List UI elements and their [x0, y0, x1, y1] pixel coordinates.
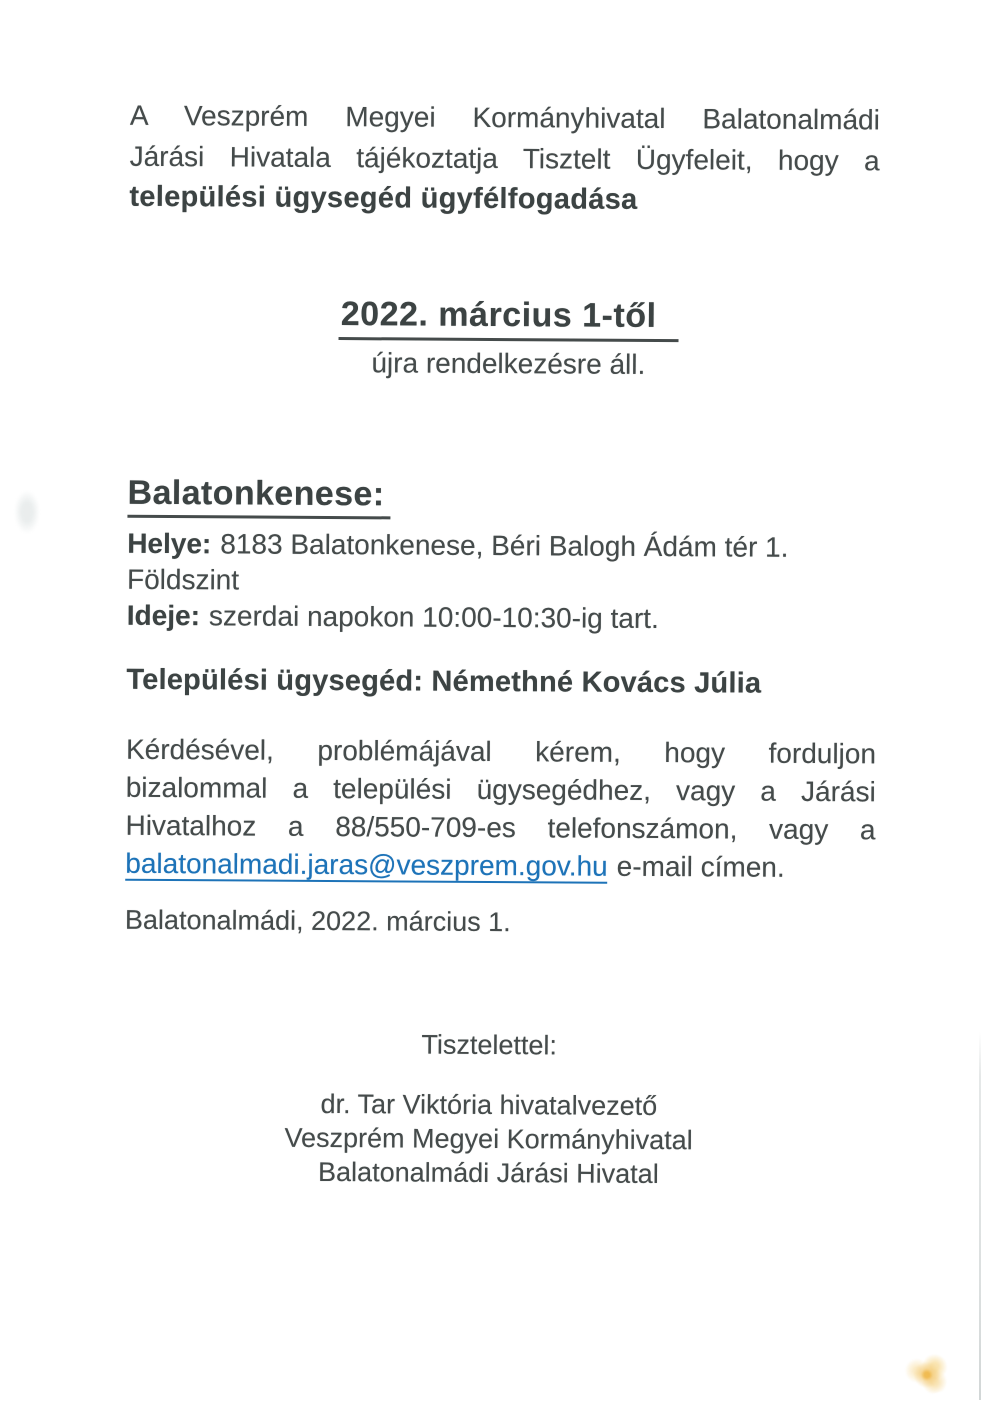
- contact-line-4: [125, 845, 875, 888]
- place-date-line: Balatonalmádi, 2022. március 1.: [124, 904, 511, 938]
- contact-line-2: bizalommal a települési ügysegédhez, vagy a Járási: [125, 771, 876, 808]
- time-line: [127, 598, 877, 639]
- availability-subline: újra rendelkezésre áll.: [371, 347, 646, 380]
- contact-line-1: Kérdésével, problémájával kérem, hogy forduljon: [125, 733, 877, 770]
- contact-line-4-rest: e-mail címen.: [616, 850, 785, 883]
- signature-name: dr. Tar Viktória hivatalvezető: [320, 1088, 658, 1122]
- scanned-notice-page: [0, 94, 990, 1401]
- location-section: [127, 474, 878, 639]
- signature-org-2: Balatonalmádi Járási Hivatal: [317, 1156, 659, 1190]
- availability-block: [128, 294, 888, 383]
- place-label: Helye:: [127, 527, 212, 560]
- place-line: [127, 526, 877, 603]
- intro-line-bold: települési ügysegéd ügyfélfogadása: [129, 180, 638, 216]
- time-value: szerdai napokon 10:00-10:30-ig tart.: [208, 600, 659, 635]
- agent-line: Települési ügysegéd: Némethné Kovács Júlia: [126, 663, 762, 700]
- intro-paragraph: [129, 95, 880, 223]
- contact-line-3: Hivatalhoz a 88/550-709-es telefonszámon, vagy a: [125, 809, 876, 846]
- place-value: 8183 Balatonkenese, Béri Balogh Ádám tér 1. Földszint: [126, 528, 789, 596]
- email-link[interactable]: balatonalmadi.jaras@veszprem.gov.hu: [125, 847, 608, 882]
- time-label: Ideje:: [126, 599, 201, 632]
- availability-date-heading: 2022. március 1-től: [339, 295, 679, 342]
- location-heading: Balatonkenese:: [127, 474, 390, 520]
- contact-paragraph: [125, 731, 876, 888]
- signature-block: [0, 1085, 984, 1193]
- location-details: [127, 526, 878, 639]
- closing-salutation: Tisztelettel:: [421, 1029, 558, 1061]
- intro-line-2: Járási Hivatala tájékoztatja Tisztelt Ügyfeleit, hogy a: [129, 140, 880, 177]
- signature-org-1: Veszprém Megyei Kormányhivatal: [284, 1122, 693, 1156]
- intro-line-1: A Veszprém Megyei Kormányhivatal Balatonalmádi: [129, 99, 880, 136]
